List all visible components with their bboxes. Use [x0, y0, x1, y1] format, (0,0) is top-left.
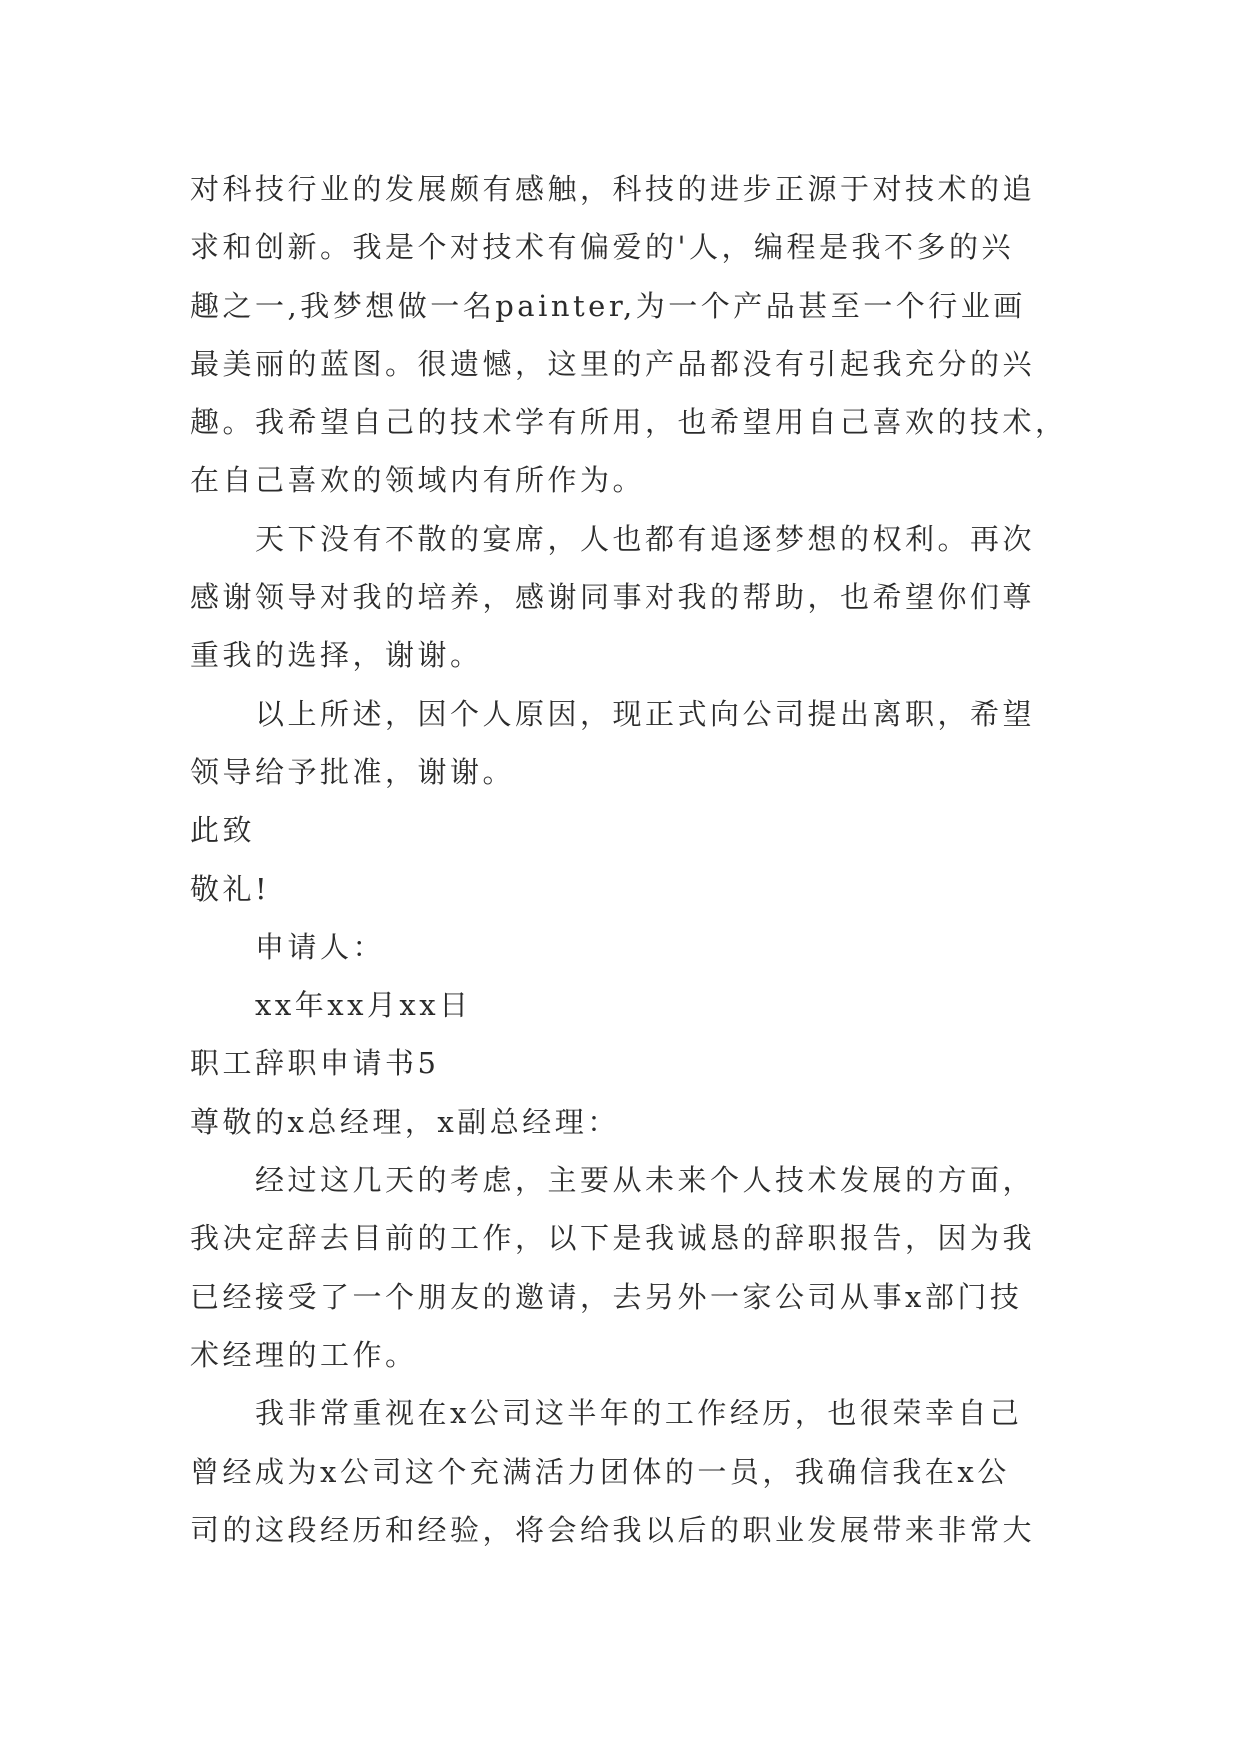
text-line: 术经理的工作。	[190, 1337, 418, 1372]
text-line: 以上所述，因个人原因，现正式向公司提出离职，希望	[255, 696, 1036, 731]
text-line: 求和创新。我是个对技术有偏爱的'人，编程是我不多的兴	[190, 230, 1014, 265]
text-line: 重我的选择，谢谢。	[190, 638, 483, 673]
text-line: 司的这段经历和经验，将会给我以后的职业发展带来非常大	[190, 1512, 1036, 1547]
text-line: 敬礼!	[190, 871, 271, 906]
text-line: 趣之一,我梦想做一名painter,为一个产品甚至一个行业画	[190, 288, 1026, 323]
text-line: 经过这几天的考虑，主要从未来个人技术发展的方面，	[255, 1163, 1036, 1198]
text-line: 已经接受了一个朋友的邀请，去另外一家公司从事x部门技	[190, 1279, 1023, 1314]
text-line: 职工辞职申请书5	[190, 1046, 440, 1081]
text-line: 领导给予批准，谢谢。	[190, 754, 516, 789]
text-line: 申请人：	[255, 929, 386, 964]
text-line: 感谢领导对我的培养，感谢同事对我的帮助，也希望你们尊	[190, 580, 1036, 615]
text-line: 我非常重视在x公司这半年的工作经历，也很荣幸自己	[255, 1396, 1023, 1431]
text-line: xx年xx月xx日	[255, 988, 472, 1023]
text-line: 尊敬的x总经理，x副总经理：	[190, 1104, 620, 1139]
text-line: 我决定辞去目前的工作，以下是我诚恳的辞职报告，因为我	[190, 1221, 1036, 1256]
text-line: 最美丽的蓝图。很遗憾，这里的产品都没有引起我充分的兴	[190, 346, 1036, 381]
text-line: 天下没有不散的宴席，人也都有追逐梦想的权利。再次	[255, 521, 1036, 556]
text-line: 曾经成为x公司这个充满活力团体的一员，我确信我在x公	[190, 1454, 1010, 1489]
text-line: 对科技行业的发展颇有感触，科技的进步正源于对技术的追	[190, 172, 1036, 206]
text-line: 此致	[190, 813, 256, 848]
text-line: 趣。我希望自己的技术学有所用，也希望用自己喜欢的技术，	[190, 405, 1068, 440]
document-body	[190, 160, 1070, 1559]
text-line: 在自己喜欢的领域内有所作为。	[190, 463, 646, 498]
